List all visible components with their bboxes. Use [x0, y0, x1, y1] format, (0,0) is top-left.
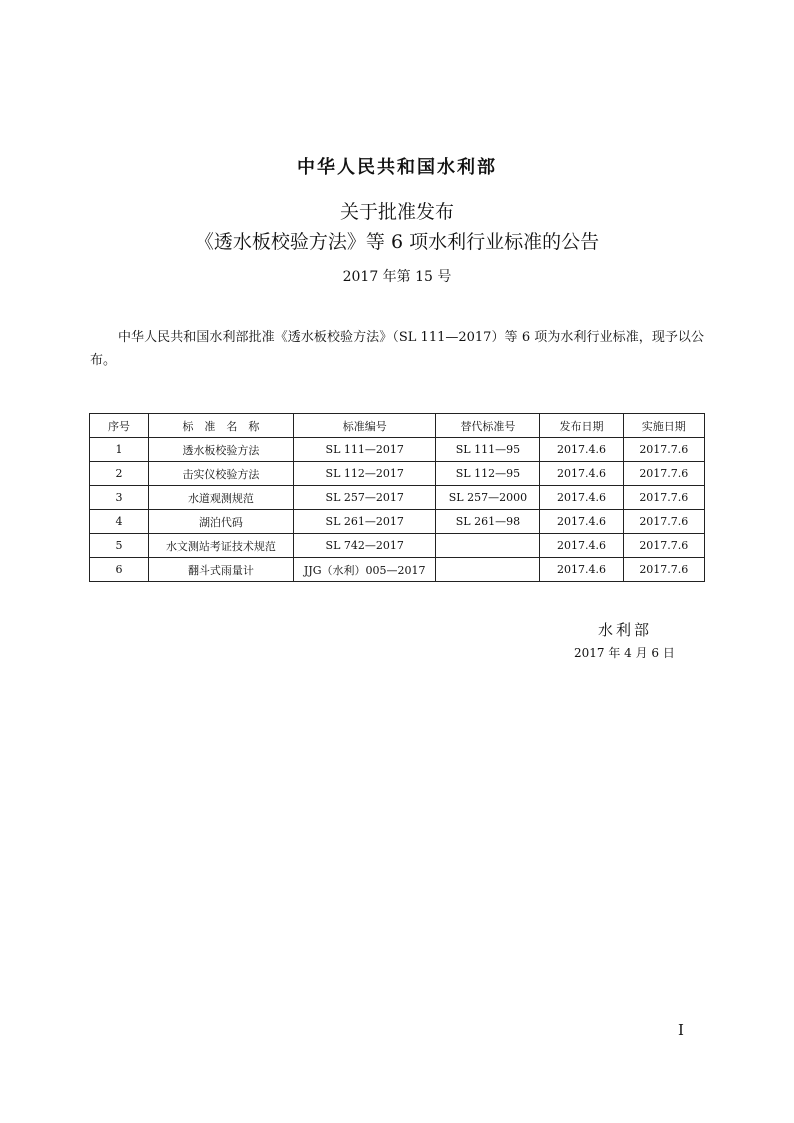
table-cell: 2017.4.6 — [540, 438, 623, 462]
table-row — [90, 438, 705, 462]
document-number: 2017 年第 15 号 — [342, 269, 452, 285]
table-cell: 2 — [90, 462, 149, 486]
table-cell — [436, 558, 540, 582]
table-cell: 2017.4.6 — [540, 558, 623, 582]
table-row — [90, 534, 705, 558]
table-cell — [436, 534, 540, 558]
announcement-title-line2: 《透水板校验方法》等 6 项水利行业标准的公告 — [194, 231, 600, 253]
table-cell: SL 261—2017 — [293, 510, 435, 534]
table-cell: SL 111—2017 — [293, 438, 435, 462]
table-cell: 1 — [90, 438, 149, 462]
table-cell: 3 — [90, 486, 149, 510]
table-cell: 2017.4.6 — [540, 486, 623, 510]
table-cell: JJG（水利）005—2017 — [293, 558, 435, 582]
signature-organization: 水利部 — [598, 621, 653, 639]
table-cell: 击实仪校验方法 — [148, 462, 293, 486]
table-cell: 2017.4.6 — [540, 534, 623, 558]
table-cell: 透水板校验方法 — [148, 438, 293, 462]
table-cell: 2017.7.6 — [623, 462, 704, 486]
table-cell: 2017.4.6 — [540, 510, 623, 534]
column-header: 序号 — [90, 414, 149, 438]
table-cell: 2017.7.6 — [623, 558, 704, 582]
table-cell: 水道观测规范 — [148, 486, 293, 510]
table-cell: 2017.7.6 — [623, 534, 704, 558]
table-row — [90, 558, 705, 582]
table-cell: 湖泊代码 — [148, 510, 293, 534]
column-header: 替代标准号 — [436, 414, 540, 438]
announcement-body: 中华人民共和国水利部批准《透水板校验方法》（SL 111—2017）等 6 项为水利行业标准，现予以公布。 — [90, 330, 704, 368]
table-cell: 2017.7.6 — [623, 438, 704, 462]
table-cell: 翻斗式雨量计 — [148, 558, 293, 582]
table-cell: SL 257—2000 — [436, 486, 540, 510]
table-row — [90, 510, 705, 534]
issuing-ministry: 中华人民共和国水利部 — [297, 157, 497, 178]
table-cell: 5 — [90, 534, 149, 558]
column-header: 标准编号 — [293, 414, 435, 438]
column-header: 发布日期 — [540, 414, 623, 438]
table-cell: 4 — [90, 510, 149, 534]
standards-table — [89, 413, 705, 582]
column-header: 实施日期 — [623, 414, 704, 438]
signature-date: 2017 年 4 月 6 日 — [574, 646, 675, 660]
table-row — [90, 462, 705, 486]
table-header-row — [90, 414, 705, 438]
table-cell: SL 112—95 — [436, 462, 540, 486]
table-cell: 6 — [90, 558, 149, 582]
table-cell: 2017.7.6 — [623, 510, 704, 534]
announcement-title-line1: 关于批准发布 — [339, 201, 454, 223]
page-number: I — [678, 1021, 684, 1039]
table-row — [90, 486, 705, 510]
table-cell: 水文测站考证技术规范 — [148, 534, 293, 558]
table-cell: SL 261—98 — [436, 510, 540, 534]
table-cell: 2017.7.6 — [623, 486, 704, 510]
table-cell: 2017.4.6 — [540, 462, 623, 486]
table-cell: SL 111—95 — [436, 438, 540, 462]
table-cell: SL 742—2017 — [293, 534, 435, 558]
column-header: 标 准 名 称 — [148, 414, 293, 438]
table-cell: SL 112—2017 — [293, 462, 435, 486]
table-cell: SL 257—2017 — [293, 486, 435, 510]
